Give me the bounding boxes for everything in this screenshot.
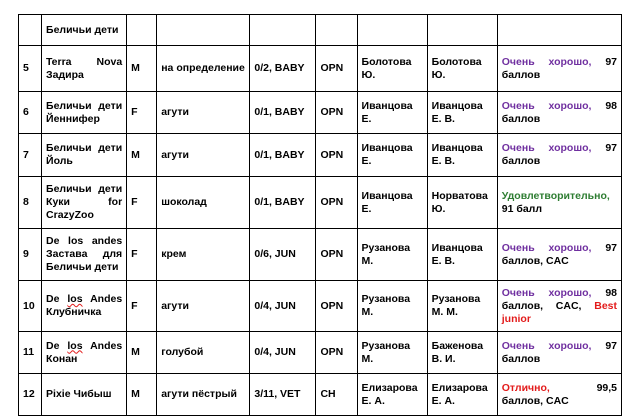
result-best-award: Best junior xyxy=(501,299,617,325)
cell-sex: F xyxy=(127,92,157,134)
table-row xyxy=(19,229,622,281)
cell-owner: Норватова Ю. xyxy=(427,177,497,229)
cell-name xyxy=(42,281,127,332)
result-score: 99,5 баллов, CAC xyxy=(501,381,617,407)
name-part: De xyxy=(46,339,68,352)
cell-class: 0/1, BABY xyxy=(250,177,316,229)
cell-class xyxy=(250,15,316,46)
cell-title: OPN xyxy=(316,332,357,374)
cell-num: 6 xyxy=(19,92,42,134)
cell-color: агути xyxy=(157,92,250,134)
cell-color: голубой xyxy=(157,332,250,374)
cell-breeder: Рузанова М. xyxy=(357,229,427,281)
cell-owner: Иванцова Е. В. xyxy=(427,229,497,281)
result-quality: Очень хорошо, xyxy=(501,55,592,68)
cell-color: крем xyxy=(157,229,250,281)
cell-breeder: Иванцова Е. xyxy=(357,177,427,229)
name-part: Andes Клубничка xyxy=(46,293,123,318)
cell-num: 10 xyxy=(19,281,42,332)
table-row xyxy=(19,46,622,92)
cell-class: 0/4, JUN xyxy=(250,332,316,374)
cell-owner xyxy=(427,15,497,46)
cell-sex: F xyxy=(127,229,157,281)
table-row xyxy=(19,374,622,416)
cell-num xyxy=(19,15,42,46)
result-score: 98 баллов xyxy=(501,99,617,125)
result-score: 97 баллов xyxy=(501,142,617,167)
cell-sex: F xyxy=(127,281,157,332)
cell-breeder: Иванцова Е. xyxy=(357,134,427,177)
name-part: De xyxy=(46,293,68,305)
table-row xyxy=(19,332,622,374)
cell-title: OPN xyxy=(316,177,357,229)
cell-breeder: Болотова Ю. xyxy=(357,46,427,92)
cell-breeder: Елизарова Е. А. xyxy=(357,374,427,416)
cell-sex xyxy=(127,15,157,46)
table-row xyxy=(19,281,622,332)
cell-name xyxy=(42,332,127,374)
cell-owner: Рузанова М. М. xyxy=(427,281,497,332)
cell-title: OPN xyxy=(316,92,357,134)
cell-class: 0/1, BABY xyxy=(250,92,316,134)
cell-title: OPN xyxy=(316,281,357,332)
cell-breeder: Рузанова М. xyxy=(357,332,427,374)
cell-sex: F xyxy=(127,177,157,229)
cell-class: 0/6, JUN xyxy=(250,229,316,281)
cell-title: OPN xyxy=(316,46,357,92)
cell-result xyxy=(497,177,621,229)
cell-name: Pixie Чибыш xyxy=(42,374,127,416)
cell-result xyxy=(497,46,621,92)
cell-num: 5 xyxy=(19,46,42,92)
cell-color: агути xyxy=(157,134,250,177)
cell-result xyxy=(497,92,621,134)
cell-breeder: Рузанова М. xyxy=(357,281,427,332)
cell-result xyxy=(497,134,621,177)
cell-title: OPN xyxy=(316,229,357,281)
result-quality: Очень хорошо, xyxy=(501,339,592,352)
cell-num: 11 xyxy=(19,332,42,374)
cell-result xyxy=(497,332,621,374)
cell-title: OPN xyxy=(316,134,357,177)
cell-sex: M xyxy=(127,46,157,92)
cell-name: Terra Nova Задира xyxy=(42,46,127,92)
cell-owner: Баженова В. И. xyxy=(427,332,497,374)
cell-breeder: Иванцова Е. xyxy=(357,92,427,134)
cell-title: CH xyxy=(316,374,357,416)
result-quality: Удовлетворительно, xyxy=(501,189,610,202)
cell-class: 0/1, BABY xyxy=(250,134,316,177)
cell-num: 7 xyxy=(19,134,42,177)
cell-name: Беличьи дети Куки for CrazyZoo xyxy=(42,177,127,229)
results-table xyxy=(18,14,622,416)
cell-breeder xyxy=(357,15,427,46)
table-row xyxy=(19,134,622,177)
result-score: 98 баллов, CAC, xyxy=(501,286,617,312)
cell-sex: M xyxy=(127,374,157,416)
result-quality: Очень хорошо, xyxy=(501,99,592,112)
cell-color: на определение xyxy=(157,46,250,92)
result-score: 91 балл xyxy=(501,202,543,215)
cell-class: 0/2, BABY xyxy=(250,46,316,92)
result-quality: Очень хорошо, xyxy=(501,241,592,254)
cell-name: Беличьи дети Йоль xyxy=(42,134,127,177)
cell-owner: Болотова Ю. xyxy=(427,46,497,92)
name-part-spellcheck: los xyxy=(67,293,83,305)
cell-owner: Елизарова Е. А. xyxy=(427,374,497,416)
cell-sex: M xyxy=(127,134,157,177)
cell-num: 12 xyxy=(19,374,42,416)
cell-name: Беличьи дети xyxy=(42,15,127,46)
result-quality: Очень хорошо, xyxy=(501,142,592,154)
cell-num: 8 xyxy=(19,177,42,229)
cell-owner: Иванцова Е. В. xyxy=(427,134,497,177)
name-part-spellcheck: los xyxy=(67,339,83,352)
cell-color: агути пёстрый xyxy=(157,374,250,416)
cell-color: агути xyxy=(157,281,250,332)
result-quality: Отлично, xyxy=(501,381,550,394)
cell-sex: M xyxy=(127,332,157,374)
cell-color xyxy=(157,15,250,46)
name-part: Andes Конан xyxy=(46,339,123,365)
cell-result xyxy=(497,374,621,416)
cell-class: 3/11, VET xyxy=(250,374,316,416)
cell-name: De los andes Застава для Беличьи дети xyxy=(42,229,127,281)
table-row xyxy=(19,177,622,229)
result-score: 97 баллов, CAC xyxy=(501,241,617,267)
cell-result xyxy=(497,15,621,46)
result-quality: Очень хорошо, xyxy=(501,286,592,299)
table-row-partial xyxy=(19,15,622,46)
result-score: 97 баллов xyxy=(501,55,617,81)
cell-result xyxy=(497,281,621,332)
table-row xyxy=(19,92,622,134)
result-score: 97 баллов xyxy=(501,339,617,365)
cell-result xyxy=(497,229,621,281)
cell-title xyxy=(316,15,357,46)
cell-name: Беличьи дети Йеннифер xyxy=(42,92,127,134)
cell-num: 9 xyxy=(19,229,42,281)
cell-owner: Иванцова Е. В. xyxy=(427,92,497,134)
cell-class: 0/4, JUN xyxy=(250,281,316,332)
cell-color: шоколад xyxy=(157,177,250,229)
